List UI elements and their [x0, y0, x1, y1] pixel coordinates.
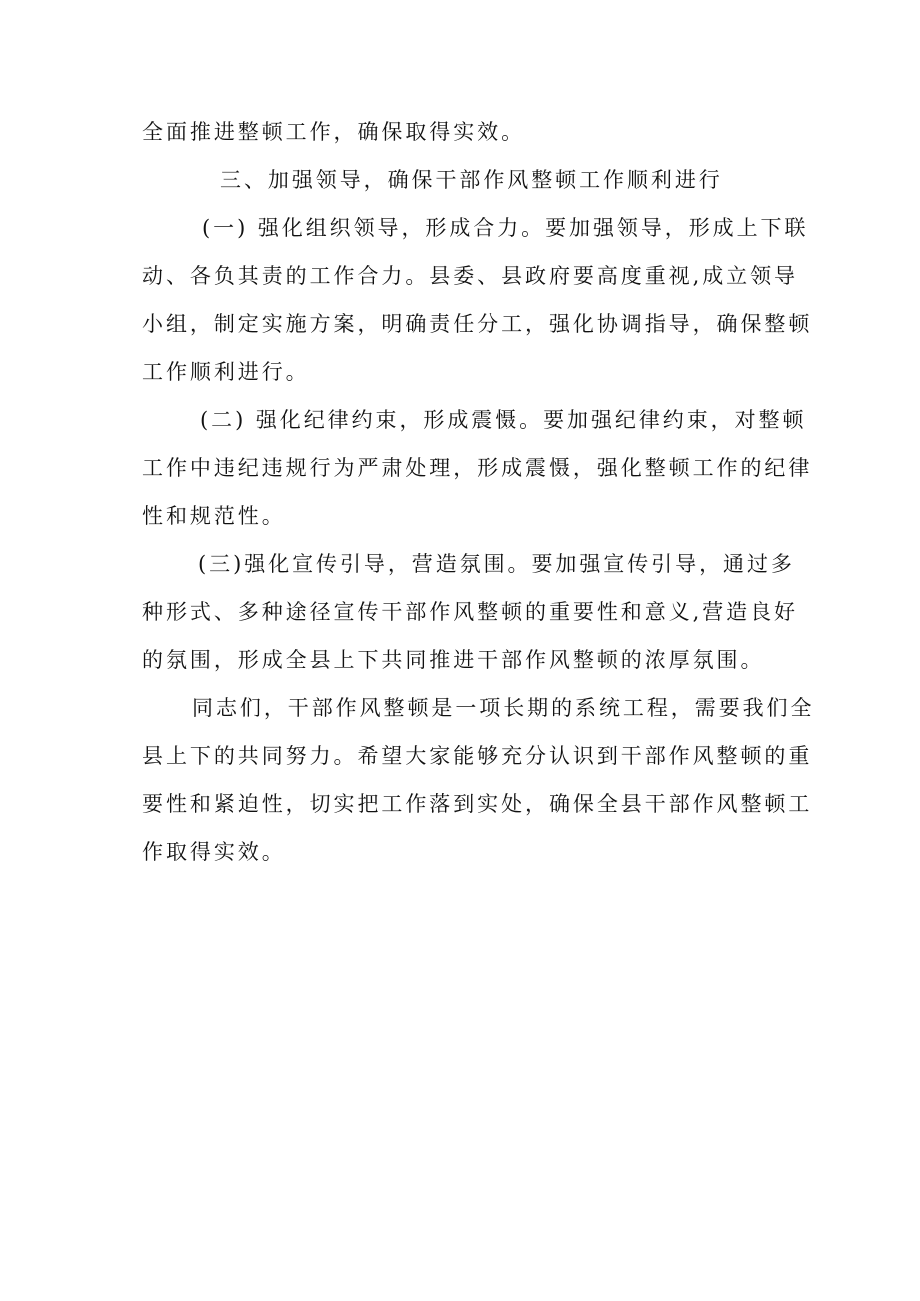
paragraph-line: 作取得实效。 [142, 840, 286, 864]
paragraph-line: 同志们，干部作风整顿是一项长期的系统工程，需要我们全 [192, 696, 815, 720]
paragraph-line: 全面推进整顿工作，确保取得实效。 [142, 120, 526, 144]
paragraph-line: (一) 强化组织领导，形成合力。要加强领导，形成上下联 [202, 216, 809, 240]
paragraph-line: 小组，制定实施方案，明确责任分工，强化协调指导，确保整顿 [142, 312, 813, 336]
paragraph-line: (二) 强化纪律约束，形成震慑。要加强纪律约束，对整顿 [200, 408, 807, 432]
document-body [142, 108, 815, 876]
paragraph-line: 种形式、多种途径宣传干部作风整顿的重要性和意义,营造良好 [142, 600, 798, 624]
section-heading: 三、加强领导，确保干部作风整顿工作顺利进行 [220, 168, 723, 192]
paragraph-line: 县上下的共同努力。希望大家能够充分认识到干部作风整顿的重 [142, 744, 813, 768]
paragraph-line: 动、各负其责的工作合力。县委、县政府要高度重视,成立领导 [142, 264, 798, 288]
paragraph-line: (三)强化宣传引导，营造氛围。要加强宣传引导，通过多 [198, 552, 795, 576]
paragraph-line: 要性和紧迫性，切实把工作落到实处，确保全县干部作风整顿工 [142, 792, 813, 816]
paragraph-line: 工作顺利进行。 [142, 360, 310, 384]
paragraph-line: 工作中违纪违规行为严肃处理，形成震慑，强化整顿工作的纪律 [142, 456, 813, 480]
paragraph-line: 的氛围，形成全县上下共同推进干部作风整顿的浓厚氛围。 [142, 648, 765, 672]
paragraph-line: 性和规范性。 [142, 504, 286, 528]
